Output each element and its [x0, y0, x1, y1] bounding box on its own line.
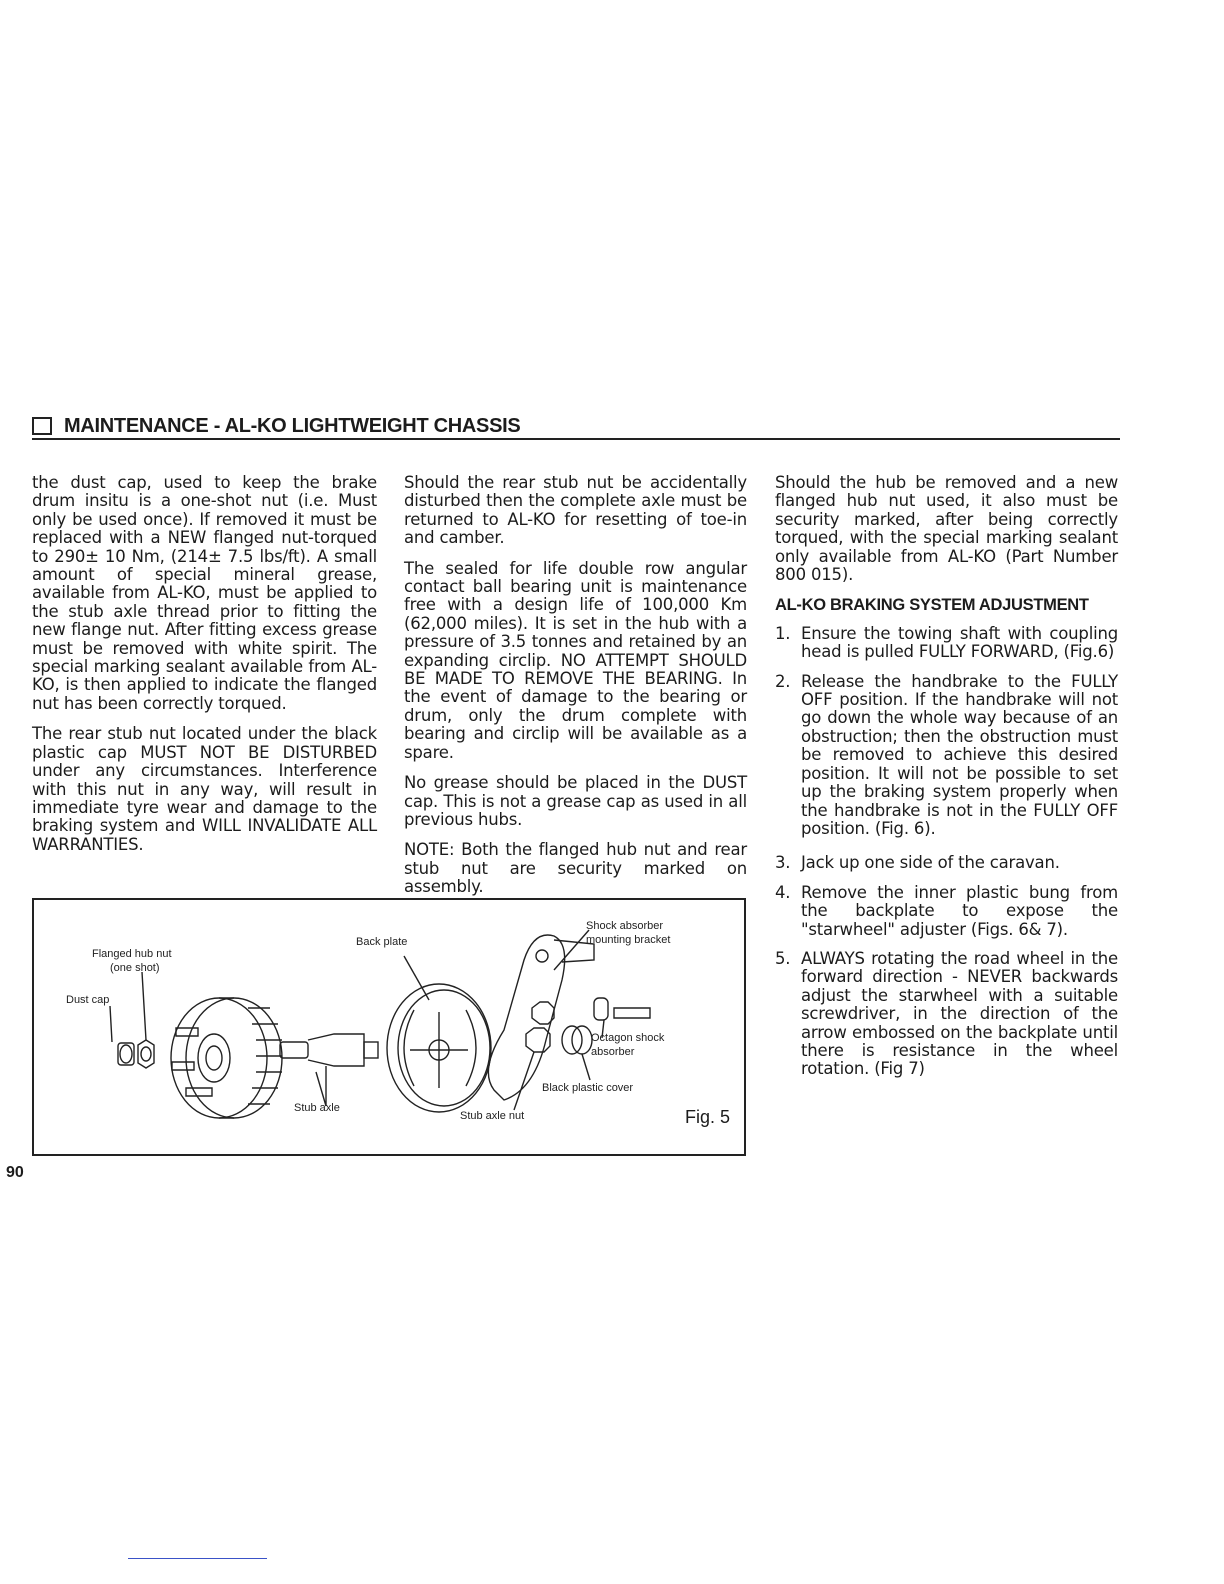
paragraph: No grease should be placed in the DUST cap. This is not a grease cap as used in all previous hubs.: [404, 773, 747, 829]
label-flanged-hub-nut: Flanged hub nut: [92, 948, 172, 960]
step-text: Remove the inner plastic bung from the backplate to expose the "starwheel" adjuster (Figs. 6& 7).: [801, 882, 1118, 939]
step-text: Ensure the towing shaft with coupling head is pulled FULLY FORWARD, (Fig.6): [801, 623, 1118, 662]
text-column-1: [32, 474, 377, 866]
section-heading: AL-KO BRAKING SYSTEM ADJUSTMENT: [775, 596, 1089, 615]
dust-cap-drawing: [118, 1043, 134, 1065]
label-stub-axle-nut: Stub axle nut: [460, 1110, 525, 1122]
list-item: [775, 950, 1118, 1079]
step-text: Jack up one side of the caravan.: [801, 853, 1060, 873]
step-number: 1.: [775, 623, 791, 643]
step-number: 4.: [775, 882, 791, 902]
figure-caption: Fig. 5: [684, 1107, 730, 1127]
adjustment-steps-list: [775, 625, 1118, 1079]
list-item: [775, 854, 1118, 872]
label-dust-cap: Dust cap: [66, 994, 110, 1006]
page-header: [32, 414, 1120, 440]
paragraph: The rear stub nut located under the black plastic cap MUST NOT BE DISTURBED under any circumstances. Interference with this nut in any way, will result in immediate tyre wear and damage to the braking system and WILL INVALIDATE ALL WARRANTIES.: [32, 724, 377, 854]
back-plate-drawing: [387, 956, 491, 1112]
label-stub-axle: Stub axle: [294, 1102, 340, 1114]
label-back-plate: Back plate: [356, 936, 408, 948]
flanged-hub-nut-drawing: [138, 1040, 154, 1068]
step-text: ALWAYS rotating the road wheel in the forward direction - NEVER backwards adjust the starwheel with a suitable screwdriver, in the direction of the arrow embossed on the backplate until there is resistance in the wheel rotation. (Fig 7): [801, 948, 1118, 1079]
label-octagon-shock: Octagon shock: [591, 1032, 665, 1044]
figure-5-hub-diagram: [32, 898, 746, 1156]
page-title: MAINTENANCE - AL-KO LIGHTWEIGHT CHASSIS: [64, 415, 521, 437]
list-item: [775, 673, 1118, 839]
paragraph: Should the hub be removed and a new flanged hub nut used, it also must be security marked, after being correctly torqued, with the special marking sealant only available from AL-KO (Part Number 800 015).: [775, 473, 1118, 585]
text-column-3: [775, 474, 1118, 1090]
step-number: 2.: [775, 671, 791, 691]
text-column-2: [404, 474, 747, 909]
label-mounting-bracket: mounting bracket: [586, 934, 671, 946]
paragraph: Should the rear stub nut be accidentally disturbed then the complete axle must be returned to AL-KO for resetting of toe-in and camber.: [404, 473, 747, 548]
brake-drum-drawing: [171, 998, 282, 1118]
label-black-plastic-cover: Black plastic cover: [542, 1082, 634, 1094]
paragraph: NOTE: Both the flanged hub nut and rear stub nut are security marked on assembly.: [404, 840, 747, 897]
step-number: 3.: [775, 853, 791, 873]
label-one-shot: (one shot): [110, 962, 160, 974]
shock-bracket-drawing: [488, 930, 594, 1100]
label-shock-absorber: Shock absorber: [586, 920, 664, 932]
step-text: Release the handbrake to the FULLY OFF position. If the handbrake will not go down the whole way because of an obstruction; then the obstruction must be removed to achieve this desired position. It will not be possible to set up the braking system properly when the handbrake is not in the FULLY OFF position. (Fig. 6).: [801, 671, 1118, 838]
step-number: 5.: [775, 948, 791, 968]
page-number: 90: [6, 1164, 24, 1181]
list-item: [775, 884, 1118, 939]
paragraph: The sealed for life double row angular contact ball bearing unit is maintenance free with a design life of 100,000 Km (62,000 miles). It is set in the hub with a pressure of 3.5 tonnes and retained by an expanding circlip. NO ATTEMPT SHOULD BE MADE TO REMOVE THE BEARING. In the event of damage to the bearing or drum, only the drum complete with bearing and circlip will be available as a spare.: [404, 558, 747, 762]
list-item: [775, 625, 1118, 662]
checkbox-square-icon: [32, 417, 52, 435]
stub-axle-drawing: [280, 1034, 378, 1106]
label-absorber: absorber: [591, 1046, 635, 1058]
footer-rule: [128, 1558, 267, 1559]
paragraph: the dust cap, used to keep the brake drum insitu is a one-shot nut (i.e. Must only be used once). If removed it must be replaced with a NEW flanged nut-torqued to 290± 10 Nm, (214± 7.5 lbs/ft). A small amount of special mineral grease, available from AL-KO, must be applied to the stub axle thread prior to fitting the new flange nut. After fitting excess grease must be removed with white spirit. The special marking sealant available from AL-KO, is then applied to indicate the flanged nut has been correctly torqued.: [32, 473, 377, 713]
